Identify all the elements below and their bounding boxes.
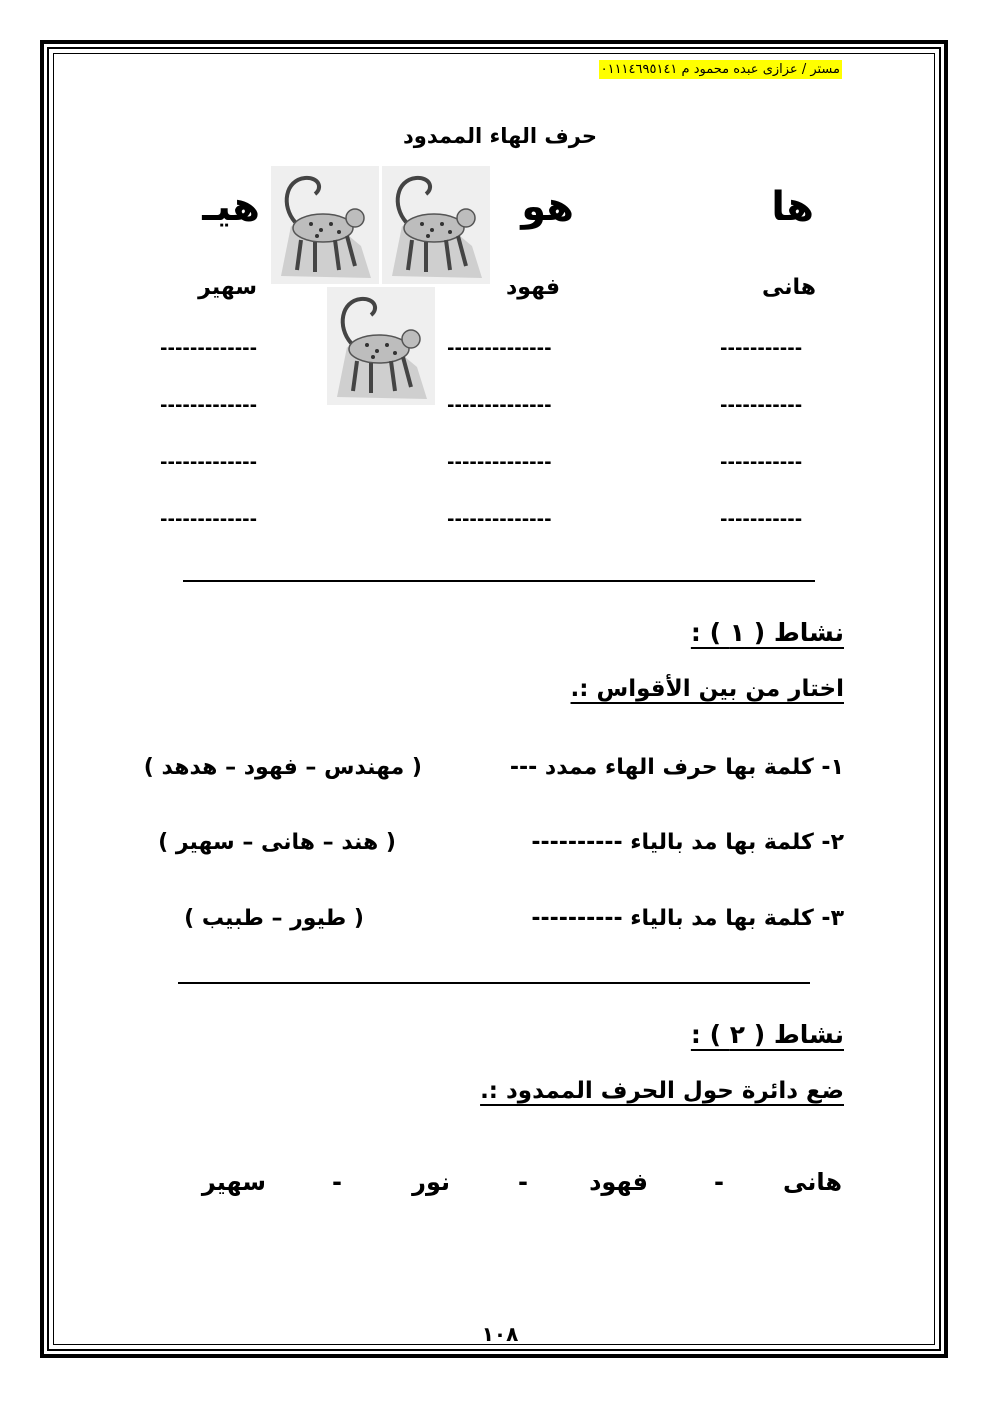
cheetah-icon (382, 166, 490, 284)
circle-word-hani: هانى (783, 1168, 842, 1196)
writing-line: ----------- (720, 338, 803, 359)
writing-line: ------------- (160, 509, 258, 530)
writing-line: -------------- (447, 338, 552, 359)
question-3: ٣- كلمة بها مد بالياء ---------- (531, 906, 844, 931)
activity1-instruction: اختار من بين الأقواس :. (570, 676, 844, 702)
letter-haa-alif: ها (771, 184, 814, 230)
writing-line: ----------- (720, 395, 803, 416)
question-3-choices: ( طيور – طبيب ) (184, 906, 364, 931)
writing-line: ------------- (160, 338, 258, 359)
letter-haa-waw: هو (521, 184, 574, 230)
cheetah-icon (271, 166, 379, 284)
question-1-choices: ( مهندس – فهود – هدهد ) (143, 755, 422, 780)
writing-line: -------------- (447, 452, 552, 473)
word-separator: - (332, 1168, 342, 1196)
letter-haa-yaa: هيـ (202, 184, 260, 230)
example-word-fuhood: فهود (505, 275, 560, 300)
question-2-choices: ( هند – هانى – سهير ) (158, 830, 396, 855)
cheetah-illustration-1 (271, 166, 379, 284)
writing-line: ------------- (160, 395, 258, 416)
writing-line: ----------- (720, 452, 803, 473)
writing-line: ------------- (160, 452, 258, 473)
section-divider (183, 580, 815, 582)
cheetah-illustration-2 (382, 166, 490, 284)
word-separator: - (518, 1168, 528, 1196)
activity2-title: نشاط ( ٢ ) : (690, 1020, 844, 1049)
writing-line: -------------- (447, 509, 552, 530)
author-credit: مستر / عزازى عبده محمود م ٠١١١٤٦٩٥١٤١ (600, 62, 840, 77)
cheetah-illustration-3 (327, 287, 435, 405)
question-1: ١- كلمة بها حرف الهاء ممدد --- (509, 755, 844, 780)
cheetah-icon (327, 287, 435, 405)
section-divider (178, 982, 810, 984)
activity2-instruction: ضع دائرة حول الحرف الممدود :. (480, 1078, 844, 1104)
writing-line: ----------- (720, 509, 803, 530)
word-separator: - (714, 1168, 724, 1196)
circle-word-fuhood: فهود (589, 1168, 648, 1196)
example-word-hani: هانى (761, 275, 816, 300)
lesson-title: حرف الهاء الممدود (403, 124, 597, 148)
activity1-title: نشاط ( ١ ) : (690, 618, 844, 647)
page-number: ١٠٨ (481, 1322, 519, 1346)
example-word-suhair: سهير (198, 275, 257, 300)
question-2: ٢- كلمة بها مد بالياء ---------- (531, 830, 844, 855)
circle-word-nour: نور (412, 1168, 450, 1196)
writing-line: -------------- (447, 395, 552, 416)
circle-word-suhair: سهير (201, 1168, 266, 1196)
